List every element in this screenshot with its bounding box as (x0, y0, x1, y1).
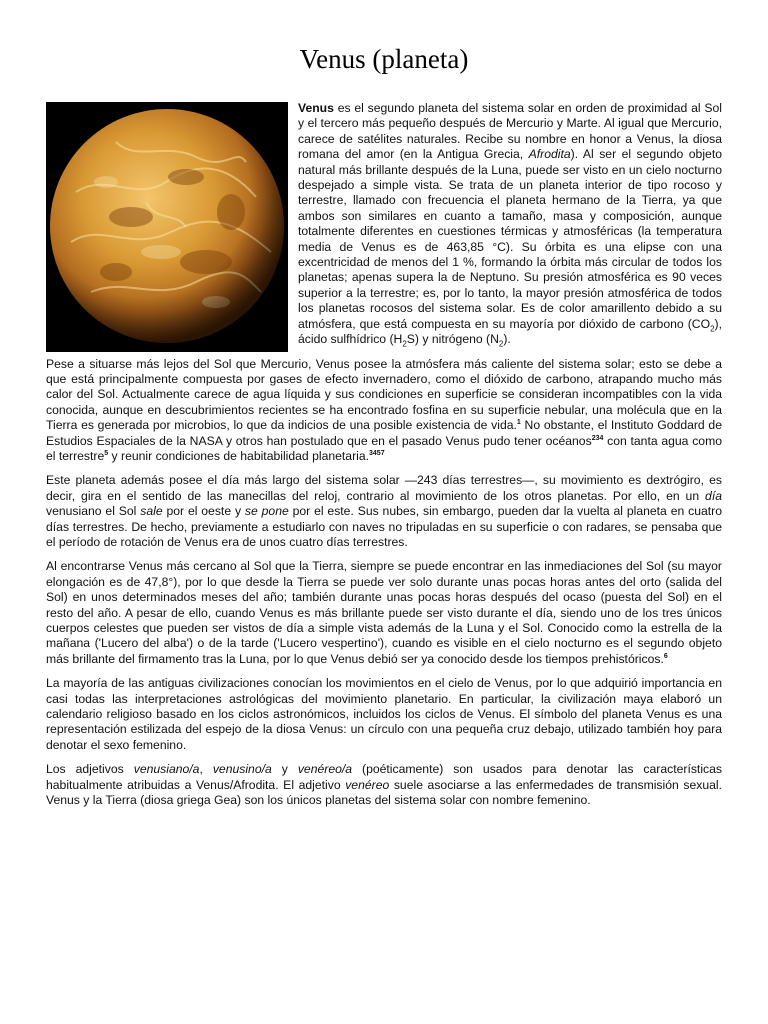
footnote-ref: 1 (516, 419, 521, 427)
footnote-ref: 5 (104, 449, 109, 457)
paragraph-rotation: Este planeta además posee el día más largo del sistema solar —243 días terrestres—, su movimiento es dextrógiro, es decir, gira en el sentido de las manecillas del reloj, contrario al movimiento de los otros planetas. Por ello, en un día venusiano el Sol sale por el oeste y se pone por el este. Sus nubes, sin embargo, pueden dar la vuelta al planeta en cuatro días terrestres. De hecho, previamente a estudiarlo con naves no tripuladas en su superficie o con radares, se pensaba que el período de rotación de Venus era de unos cuatro días terrestres. (46, 473, 722, 549)
footnote-ref: 234 (591, 434, 604, 442)
footnote-ref: 3457 (369, 449, 385, 457)
venus-bold-term: Venus (298, 101, 334, 115)
paragraph-visibility: Al encontrarse Venus más cercano al Sol que la Tierra, siempre se puede encontrar en las inmediaciones del Sol (su mayor elongación es de 47,8°), por lo que desde la Tierra se puede ver solo durante unas pocas horas antes del orto (salida del Sol) en unos determinados meses del año; también durante unas pocas horas después del ocaso (puesta del Sol) en el resto del año. A pesar de ello, cuando Venus es más brillante puede ser visto durante el día, siendo uno de los tres únicos cuerpos celestes que pueden ser vistos de día a simple vista además de la Luna y el Sol. Conocido como la estrella de la mañana ('Lucero del alba') o de la tarde ('Lucero vespertino'), cuando es visible en el cielo nocturno es el segundo objeto más brillante del firmamento tras la Luna, por lo que Venus debió ser ya conocido desde los tiempos prehistóricos.$^6$ (46, 559, 722, 666)
venus-planet-image (46, 102, 288, 352)
article-body (46, 101, 722, 817)
footnote-ref: 6 (663, 652, 668, 660)
paragraph-intro: Venus es el segundo planeta del sistema solar en orden de proximidad al Sol y el tercero más pequeño después de Mercurio y Marte. Al igual que Mercurio, carece de satélites naturales. Recibe su nombre en honor a Venus, la diosa romana del amor (en la Antigua Grecia, Afrodita). Al ser el segundo objeto natural más brillante después de la Luna, puede ser visto en un cielo nocturno despejado a simple vista. Se trata de un planeta interior de tipo rocoso y terrestre, llamado con frecuencia el planeta hermano de la Tierra, ya que ambos son similares en cuanto a tamaño, masa y composición, aunque totalmente diferentes en cuestiones térmicas y atmosféricas (la temperatura media de Venus es de 463,85 °C). Su órbita es una elipse con una excentricidad de menos del 1 %, formando la órbita más circular de todos los planetas; apenas supera la de Neptuno. Su presión atmosférica es 90 veces superior a la terrestre; es, por lo tanto, la mayor presión atmosférica de todos los planetas rocosos del sistema solar. Es de color amarillento debido a su atmósfera, que está compuesta en su mayoría por dióxido de carbono $(CO_2)$, ácido sulfhídrico $(H_2S)$ y nitrógeno $(N_2)$. (46, 101, 722, 348)
page-title: Venus (planeta) (299, 44, 469, 74)
paragraph-civilizations: La mayoría de las antiguas civilizaciones conocían los movimientos en el cielo de Venus, por lo que adquirió importancia en casi todas las interpretaciones astrológicas del movimiento planetario. En particular, la civilización maya elaboró un calendario religioso basado en los ciclos astronómicos, incluidos los ciclos de Venus. El símbolo del planeta Venus es una representación estilizada del espejo de la diosa Venus: un círculo con una pequeña cruz debajo, utilizado también hoy para denotar el sexo femenino. (46, 676, 722, 752)
paragraph-adjectives: Los adjetivos venusiano/a, venusino/a y venéreo/a (poéticamente) son usados para denotar las características habitualmente atribuidas a Venus/Afrodita. El adjetivo venéreo suele asociarse a las enfermedades de transmisión sexual. Venus y la Tierra (diosa griega Gea) son los únicos planetas del sistema solar con nombre femenino. (46, 762, 722, 808)
paragraph-atmosphere: Pese a situarse más lejos del Sol que Mercurio, Venus posee la atmósfera más caliente del sistema solar; esto se debe a que está principalmente compuesta por gases de efecto invernadero, como el dióxido de carbono, atrapando mucho más calor del Sol. Actualmente carece de agua líquida y sus condiciones en superficie se consideran incompatibles con la vida conocida, aunque en descubrimientos recientes se ha encontrado fosfina en su superficie nebular, una molécula que en la Tierra es generada por microbios, lo que da indicios de una posible existencia de vida.$^1$ No obstante, el Instituto Goddard de Estudios Espaciales de la NASA y otros han postulado que en el pasado Venus pudo tener océanos$^{234}$ con tanta agua como el terrestre$^5$ y reunir condiciones de habitabilidad planetaria.$^{3457}$ (46, 356, 723, 463)
